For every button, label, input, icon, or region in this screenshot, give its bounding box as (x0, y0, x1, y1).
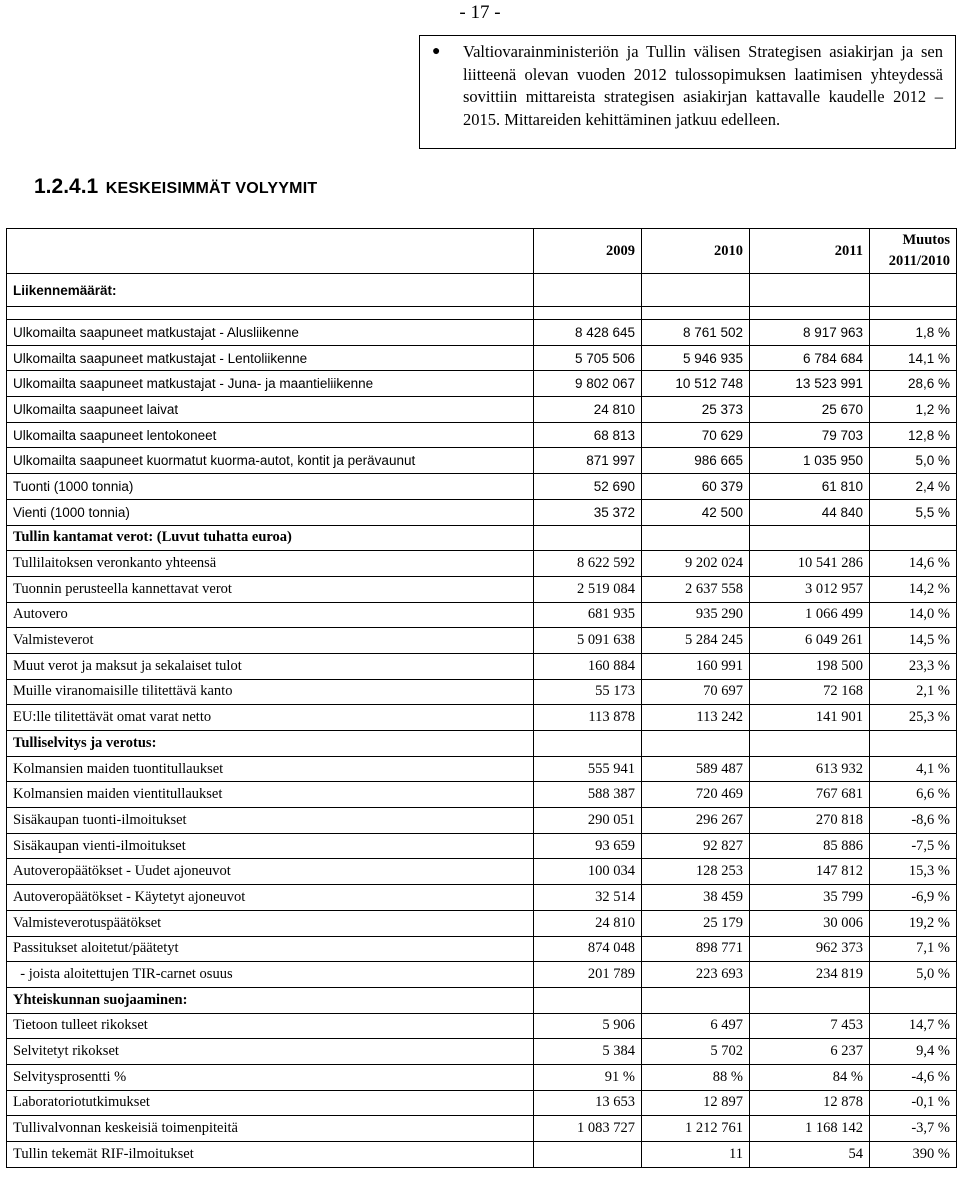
section-title-row (7, 987, 957, 1013)
row-label: Ulkomailta saapuneet laivat (7, 397, 534, 423)
value-2011: 6 049 261 (750, 628, 870, 654)
spacer-cell (534, 307, 642, 320)
value-2009: 113 878 (534, 705, 642, 731)
empty-cell (642, 987, 750, 1013)
value-2011: 147 812 (750, 859, 870, 885)
table-row (7, 1064, 957, 1090)
value-change: 12,8 % (870, 422, 957, 448)
value-2011: 79 703 (750, 422, 870, 448)
value-2010: 25 373 (642, 397, 750, 423)
value-2009: 555 941 (534, 756, 642, 782)
spacer-cell (7, 307, 534, 320)
bullet-box (419, 35, 956, 149)
row-label: Tuonti (1000 tonnia) (7, 474, 534, 500)
section-number: 1.2.4.1 (34, 175, 99, 198)
empty-cell (750, 274, 870, 307)
empty-cell (534, 525, 642, 551)
value-2009: 55 173 (534, 679, 642, 705)
value-2009: 681 935 (534, 602, 642, 628)
section-title-cell: Yhteiskunnan suojaaminen: (7, 987, 534, 1013)
header-change-line1: Muutos (902, 232, 950, 248)
value-change: 390 % (870, 1142, 957, 1168)
value-change: 28,6 % (870, 371, 957, 397)
value-2011: 25 670 (750, 397, 870, 423)
row-label: Selvitetyt rikokset (7, 1039, 534, 1065)
value-2009: 2 519 084 (534, 576, 642, 602)
table-row (7, 474, 957, 500)
section-heading (34, 175, 317, 199)
value-2011: 234 819 (750, 962, 870, 988)
value-2009: 8 428 645 (534, 320, 642, 346)
value-change: 14,7 % (870, 1013, 957, 1039)
row-label: Selvitysprosentti % (7, 1064, 534, 1090)
value-2010: 935 290 (642, 602, 750, 628)
empty-cell (750, 525, 870, 551)
value-2011: 1 035 950 (750, 448, 870, 474)
value-2011: 962 373 (750, 936, 870, 962)
value-2011: 7 453 (750, 1013, 870, 1039)
value-2009: 201 789 (534, 962, 642, 988)
row-label: Valmisteverotuspäätökset (7, 910, 534, 936)
bullet-icon: ● (432, 44, 441, 59)
volumes-table (6, 228, 957, 1168)
value-2009 (534, 1142, 642, 1168)
table-row (7, 1116, 957, 1142)
table-row (7, 1013, 957, 1039)
value-2010: 42 500 (642, 499, 750, 525)
value-2010: 5 284 245 (642, 628, 750, 654)
value-change: 14,5 % (870, 628, 957, 654)
value-2009: 874 048 (534, 936, 642, 962)
value-2010: 113 242 (642, 705, 750, 731)
value-2011: 6 784 684 (750, 345, 870, 371)
value-2010: 70 697 (642, 679, 750, 705)
value-2010: 1 212 761 (642, 1116, 750, 1142)
empty-cell (750, 731, 870, 757)
table-row (7, 602, 957, 628)
row-label: Tietoon tulleet rikokset (7, 1013, 534, 1039)
table-header-row (7, 229, 957, 274)
empty-cell (534, 731, 642, 757)
header-2011: 2011 (750, 229, 870, 274)
value-2010: 128 253 (642, 859, 750, 885)
row-label: Laboratoriotutkimukset (7, 1090, 534, 1116)
row-label: - joista aloitettujen TIR-carnet osuus (7, 962, 534, 988)
value-2010: 8 761 502 (642, 320, 750, 346)
value-2010: 160 991 (642, 653, 750, 679)
section-title-cell: Tullin kantamat verot: (Luvut tuhatta euroa) (7, 525, 534, 551)
row-label: Ulkomailta saapuneet matkustajat - Lentoliikenne (7, 345, 534, 371)
section-title-cell: Liikennemäärät: (7, 274, 534, 307)
value-2010: 296 267 (642, 808, 750, 834)
row-label: Tullin tekemät RIF-ilmoitukset (7, 1142, 534, 1168)
value-change: 4,1 % (870, 756, 957, 782)
value-change: 5,5 % (870, 499, 957, 525)
row-label: Ulkomailta saapuneet lentokoneet (7, 422, 534, 448)
value-2011: 54 (750, 1142, 870, 1168)
value-2010: 2 637 558 (642, 576, 750, 602)
row-label: Valmisteverot (7, 628, 534, 654)
row-label: Kolmansien maiden vientitullaukset (7, 782, 534, 808)
value-change: 14,2 % (870, 576, 957, 602)
value-2009: 1 083 727 (534, 1116, 642, 1142)
spacer-row (7, 307, 957, 320)
table-row (7, 910, 957, 936)
value-2010: 60 379 (642, 474, 750, 500)
header-change (870, 229, 957, 274)
value-2009: 35 372 (534, 499, 642, 525)
value-2009: 5 705 506 (534, 345, 642, 371)
value-2011: 613 932 (750, 756, 870, 782)
value-2011: 1 168 142 (750, 1116, 870, 1142)
table-row (7, 499, 957, 525)
header-2010: 2010 (642, 229, 750, 274)
value-change: -7,5 % (870, 833, 957, 859)
value-2011: 85 886 (750, 833, 870, 859)
row-label: Autoveropäätökset - Käytetyt ajoneuvot (7, 885, 534, 911)
table-row (7, 448, 957, 474)
row-label: Muille viranomaisille tilitettävä kanto (7, 679, 534, 705)
value-2011: 6 237 (750, 1039, 870, 1065)
value-change: -3,7 % (870, 1116, 957, 1142)
row-label: Tullivalvonnan keskeisiä toimenpiteitä (7, 1116, 534, 1142)
value-2010: 10 512 748 (642, 371, 750, 397)
value-2009: 13 653 (534, 1090, 642, 1116)
value-2011: 72 168 (750, 679, 870, 705)
empty-cell (870, 274, 957, 307)
section-title: KESKEISIMMÄT VOLYYMIT (105, 180, 318, 197)
spacer-cell (870, 307, 957, 320)
value-change: -8,6 % (870, 808, 957, 834)
value-2011: 44 840 (750, 499, 870, 525)
value-2010: 6 497 (642, 1013, 750, 1039)
value-2010: 92 827 (642, 833, 750, 859)
table-row (7, 422, 957, 448)
table-row (7, 885, 957, 911)
value-change: 2,1 % (870, 679, 957, 705)
value-2011: 141 901 (750, 705, 870, 731)
value-2009: 32 514 (534, 885, 642, 911)
value-2010: 986 665 (642, 448, 750, 474)
value-2011: 8 917 963 (750, 320, 870, 346)
table-row (7, 1142, 957, 1168)
row-label: Ulkomailta saapuneet matkustajat - Juna- ja maantieliikenne (7, 371, 534, 397)
value-2010: 5 702 (642, 1039, 750, 1065)
table-row (7, 1090, 957, 1116)
value-2009: 588 387 (534, 782, 642, 808)
bullet-text: Valtiovarainministeriön ja Tullin välisen Strategisen asiakirjan ja sen liitteenä olevan vuoden 2012 tulossopimuksen laatimisen yhteydessä sovittiin mittareista strategisen asiakirjan kattavalle kaudelle 2012 – 2015. Mittareiden kehittäminen jatkuu edelleen. (463, 42, 943, 129)
row-label: Passitukset aloitetut/päätetyt (7, 936, 534, 962)
table-row (7, 936, 957, 962)
table-row (7, 962, 957, 988)
table-row (7, 756, 957, 782)
value-2011: 3 012 957 (750, 576, 870, 602)
value-2009: 5 906 (534, 1013, 642, 1039)
value-2009: 100 034 (534, 859, 642, 885)
table-row (7, 576, 957, 602)
page-number: - 17 - (459, 2, 501, 23)
section-title-row (7, 525, 957, 551)
empty-cell (534, 274, 642, 307)
empty-cell (642, 274, 750, 307)
table-row (7, 859, 957, 885)
value-2011: 767 681 (750, 782, 870, 808)
header-change-line2: 2011/2010 (888, 253, 950, 269)
value-2009: 52 690 (534, 474, 642, 500)
value-change: -0,1 % (870, 1090, 957, 1116)
table-row (7, 705, 957, 731)
table-row (7, 551, 957, 577)
empty-cell (534, 987, 642, 1013)
table-row (7, 628, 957, 654)
value-2011: 10 541 286 (750, 551, 870, 577)
empty-cell (642, 731, 750, 757)
empty-cell (870, 525, 957, 551)
value-change: 15,3 % (870, 859, 957, 885)
table-row (7, 320, 957, 346)
value-change: 1,2 % (870, 397, 957, 423)
value-2011: 61 810 (750, 474, 870, 500)
value-change: 14,0 % (870, 602, 957, 628)
value-2010: 88 % (642, 1064, 750, 1090)
value-2011: 84 % (750, 1064, 870, 1090)
row-label: Autoveropäätökset - Uudet ajoneuvot (7, 859, 534, 885)
table-row (7, 1039, 957, 1065)
row-label: Ulkomailta saapuneet matkustajat - Alusliikenne (7, 320, 534, 346)
row-label: EU:lle tilitettävät omat varat netto (7, 705, 534, 731)
table-row (7, 345, 957, 371)
empty-cell (750, 987, 870, 1013)
row-label: Sisäkaupan vienti-ilmoitukset (7, 833, 534, 859)
value-change: 14,1 % (870, 345, 957, 371)
section-title-row (7, 274, 957, 307)
value-change: -4,6 % (870, 1064, 957, 1090)
table-row (7, 808, 957, 834)
value-change: 1,8 % (870, 320, 957, 346)
value-change: 5,0 % (870, 962, 957, 988)
value-2009: 290 051 (534, 808, 642, 834)
empty-cell (642, 525, 750, 551)
value-2009: 8 622 592 (534, 551, 642, 577)
value-2010: 25 179 (642, 910, 750, 936)
value-2009: 93 659 (534, 833, 642, 859)
value-2011: 13 523 991 (750, 371, 870, 397)
value-change: 2,4 % (870, 474, 957, 500)
row-label: Kolmansien maiden tuontitullaukset (7, 756, 534, 782)
value-2009: 5 091 638 (534, 628, 642, 654)
value-change: -6,9 % (870, 885, 957, 911)
table-row (7, 397, 957, 423)
value-2009: 5 384 (534, 1039, 642, 1065)
value-2010: 38 459 (642, 885, 750, 911)
value-2009: 24 810 (534, 910, 642, 936)
value-change: 23,3 % (870, 653, 957, 679)
value-2010: 12 897 (642, 1090, 750, 1116)
value-change: 25,3 % (870, 705, 957, 731)
value-2010: 223 693 (642, 962, 750, 988)
value-2011: 35 799 (750, 885, 870, 911)
value-change: 7,1 % (870, 936, 957, 962)
spacer-cell (750, 307, 870, 320)
row-label: Ulkomailta saapuneet kuormatut kuorma-autot, kontit ja perävaunut (7, 448, 534, 474)
value-2009: 91 % (534, 1064, 642, 1090)
table-row (7, 782, 957, 808)
value-2010: 898 771 (642, 936, 750, 962)
row-label: Autovero (7, 602, 534, 628)
value-2010: 11 (642, 1142, 750, 1168)
header-2009: 2009 (534, 229, 642, 274)
value-2009: 24 810 (534, 397, 642, 423)
value-2011: 198 500 (750, 653, 870, 679)
value-2009: 160 884 (534, 653, 642, 679)
value-change: 6,6 % (870, 782, 957, 808)
value-2010: 70 629 (642, 422, 750, 448)
row-label: Sisäkaupan tuonti-ilmoitukset (7, 808, 534, 834)
empty-cell (870, 731, 957, 757)
table-row (7, 833, 957, 859)
value-2010: 589 487 (642, 756, 750, 782)
value-change: 19,2 % (870, 910, 957, 936)
header-blank (7, 229, 534, 274)
value-2011: 30 006 (750, 910, 870, 936)
row-label: Tuonnin perusteella kannettavat verot (7, 576, 534, 602)
value-2010: 9 202 024 (642, 551, 750, 577)
value-change: 5,0 % (870, 448, 957, 474)
table-row (7, 679, 957, 705)
row-label: Muut verot ja maksut ja sekalaiset tulot (7, 653, 534, 679)
value-2010: 720 469 (642, 782, 750, 808)
section-title-cell: Tulliselvitys ja verotus: (7, 731, 534, 757)
spacer-cell (642, 307, 750, 320)
value-2011: 1 066 499 (750, 602, 870, 628)
table-row (7, 371, 957, 397)
value-2010: 5 946 935 (642, 345, 750, 371)
value-2009: 871 997 (534, 448, 642, 474)
table-row (7, 653, 957, 679)
row-label: Vienti (1000 tonnia) (7, 499, 534, 525)
row-label: Tullilaitoksen veronkanto yhteensä (7, 551, 534, 577)
value-2009: 68 813 (534, 422, 642, 448)
value-2009: 9 802 067 (534, 371, 642, 397)
section-title-row (7, 731, 957, 757)
value-2011: 12 878 (750, 1090, 870, 1116)
empty-cell (870, 987, 957, 1013)
value-2011: 270 818 (750, 808, 870, 834)
value-change: 9,4 % (870, 1039, 957, 1065)
value-change: 14,6 % (870, 551, 957, 577)
